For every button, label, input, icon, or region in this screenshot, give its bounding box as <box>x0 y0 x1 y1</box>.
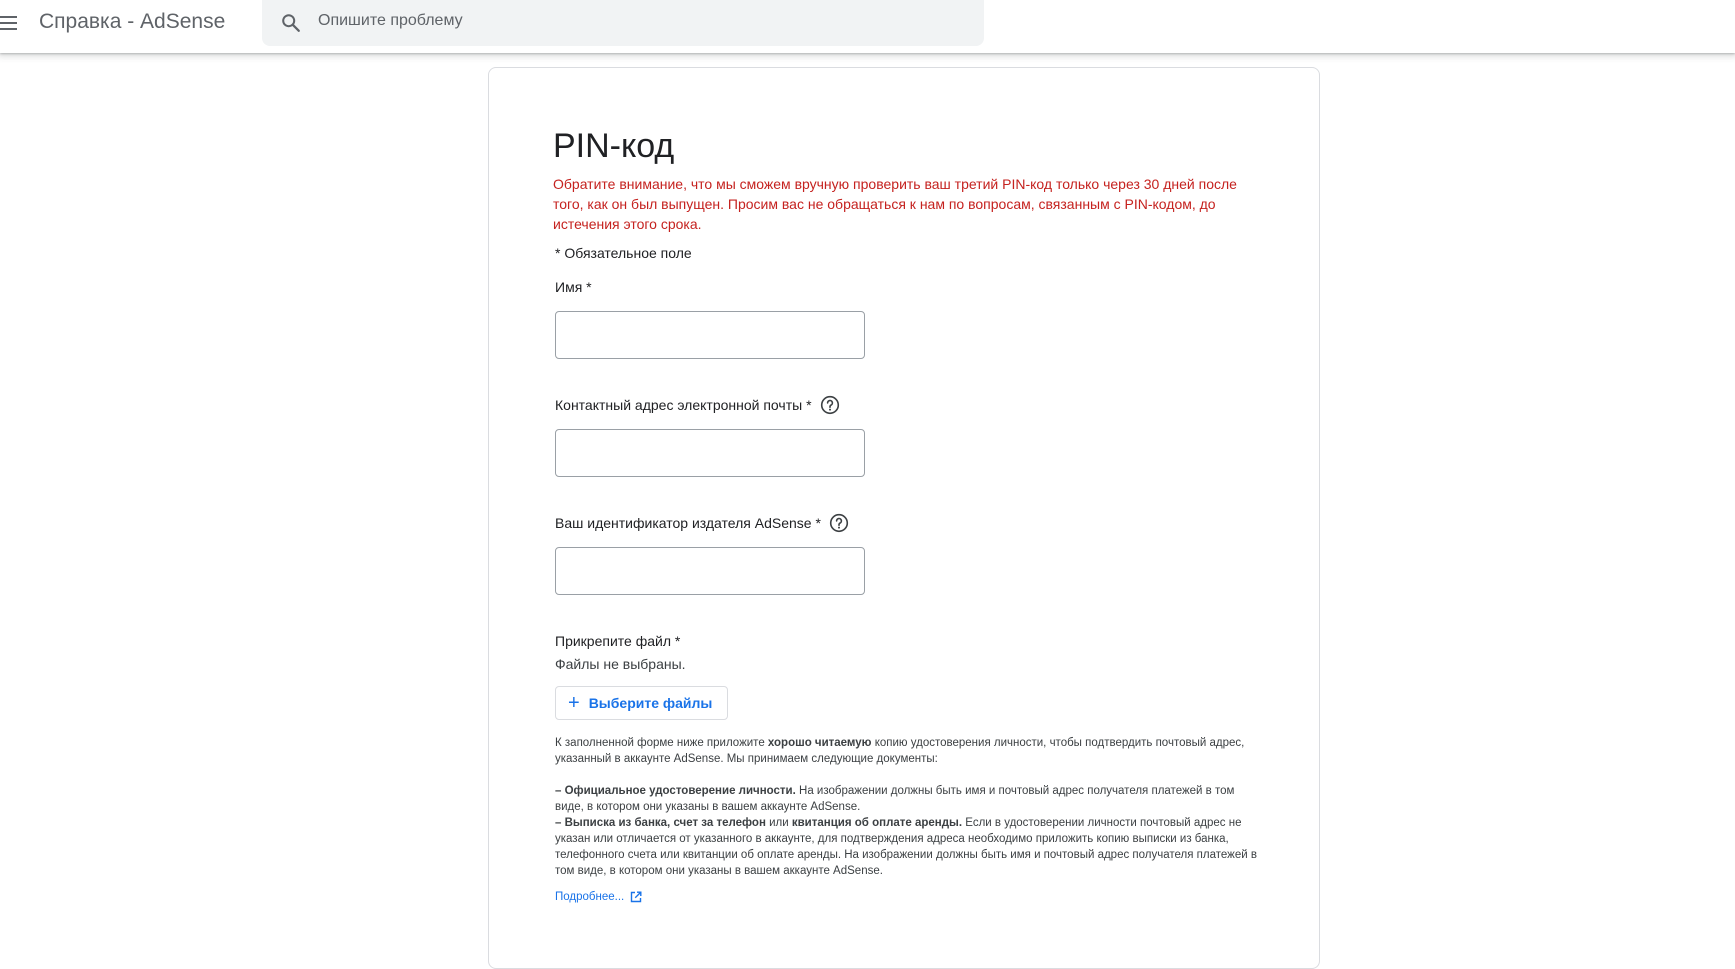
file-status-text: Файлы не выбраны. <box>555 656 686 672</box>
help-icon[interactable] <box>820 395 840 415</box>
name-input[interactable] <box>555 311 865 359</box>
choose-files-label: Выберите файлы <box>588 695 713 711</box>
form-content <box>553 126 1257 905</box>
learn-more-text: Подробнее... <box>555 891 625 903</box>
intro-text: К заполненной форме ниже приложите <box>555 737 768 749</box>
external-link-icon <box>630 891 642 903</box>
search-input[interactable] <box>318 0 958 42</box>
page-title: PIN-код <box>553 127 675 165</box>
document-instructions <box>555 735 1257 879</box>
intro-text-cont: копию удостоверения личности, чтобы подтвердить почтовый адрес, указанный в аккаунте AdSense. Мы принимаем следующие документы: <box>555 737 1245 765</box>
email-input[interactable] <box>555 429 865 477</box>
name-label-text: Имя * <box>555 279 592 295</box>
plus-icon: + <box>568 692 580 714</box>
search-icon[interactable] <box>280 12 302 34</box>
name-field <box>555 276 1253 359</box>
help-icon[interactable] <box>829 513 849 533</box>
top-app-bar <box>0 0 1735 53</box>
instructions-address-doc <box>555 815 1257 879</box>
form-card <box>488 67 1320 969</box>
address-doc-or: или <box>765 817 792 829</box>
id-doc-title: – Официальное удостоверение личности. <box>555 785 796 797</box>
warning-text: Обратите внимание, что мы сможем вручную проверить ваш третий PIN-код только через 30 дней после того, как он был выпущен. Просим вас не обращаться к нам по вопросам, связанным с PIN-кодом, до истечения этого срока. <box>553 176 1237 232</box>
email-label <box>555 394 1253 416</box>
menu-icon[interactable] <box>0 13 20 33</box>
name-label <box>555 276 1253 298</box>
intro-emphasis: хорошо читаемую <box>767 737 872 749</box>
instructions-id-doc <box>555 783 1257 815</box>
app-title[interactable]: Справка - AdSense <box>39 10 226 33</box>
search-box[interactable] <box>262 0 984 46</box>
attach-file-label: Прикрепите файл * <box>555 633 681 649</box>
email-label-text: Контактный адрес электронной почты * <box>555 397 812 413</box>
instructions-intro <box>555 735 1257 767</box>
attach-file-field <box>555 630 1253 720</box>
required-field-note: * Обязательное поле <box>555 245 692 261</box>
address-doc-title: – Выписка из банка, счет за телефон <box>555 817 766 829</box>
address-doc-title-2: квитанция об оплате аренды. <box>791 817 963 829</box>
publisher-id-label-text: Ваш идентификатор издателя AdSense * <box>555 515 821 531</box>
email-field <box>555 394 1253 477</box>
publisher-id-label <box>555 512 1253 534</box>
choose-files-button[interactable] <box>555 686 728 720</box>
id-doc-text: На изображении должны быть имя и почтовый адрес получателя платежей в том виде, в котором они указаны в вашем аккаунте AdSense. <box>555 785 1235 813</box>
learn-more-link[interactable] <box>555 891 642 903</box>
address-doc-text: Если в удостоверении личности почтовый адрес не указан или отличается от указанного в аккаунте, для подтверждения адреса необходимо приложить копию выписки из банка, телефонного счета или квитанции об оплате аренды. На изображении должны быть имя и почтовый адрес получателя платежей в том виде, в котором они указаны в вашем аккаунте AdSense. <box>555 817 1257 877</box>
publisher-id-field <box>555 512 1253 595</box>
publisher-id-input[interactable] <box>555 547 865 595</box>
